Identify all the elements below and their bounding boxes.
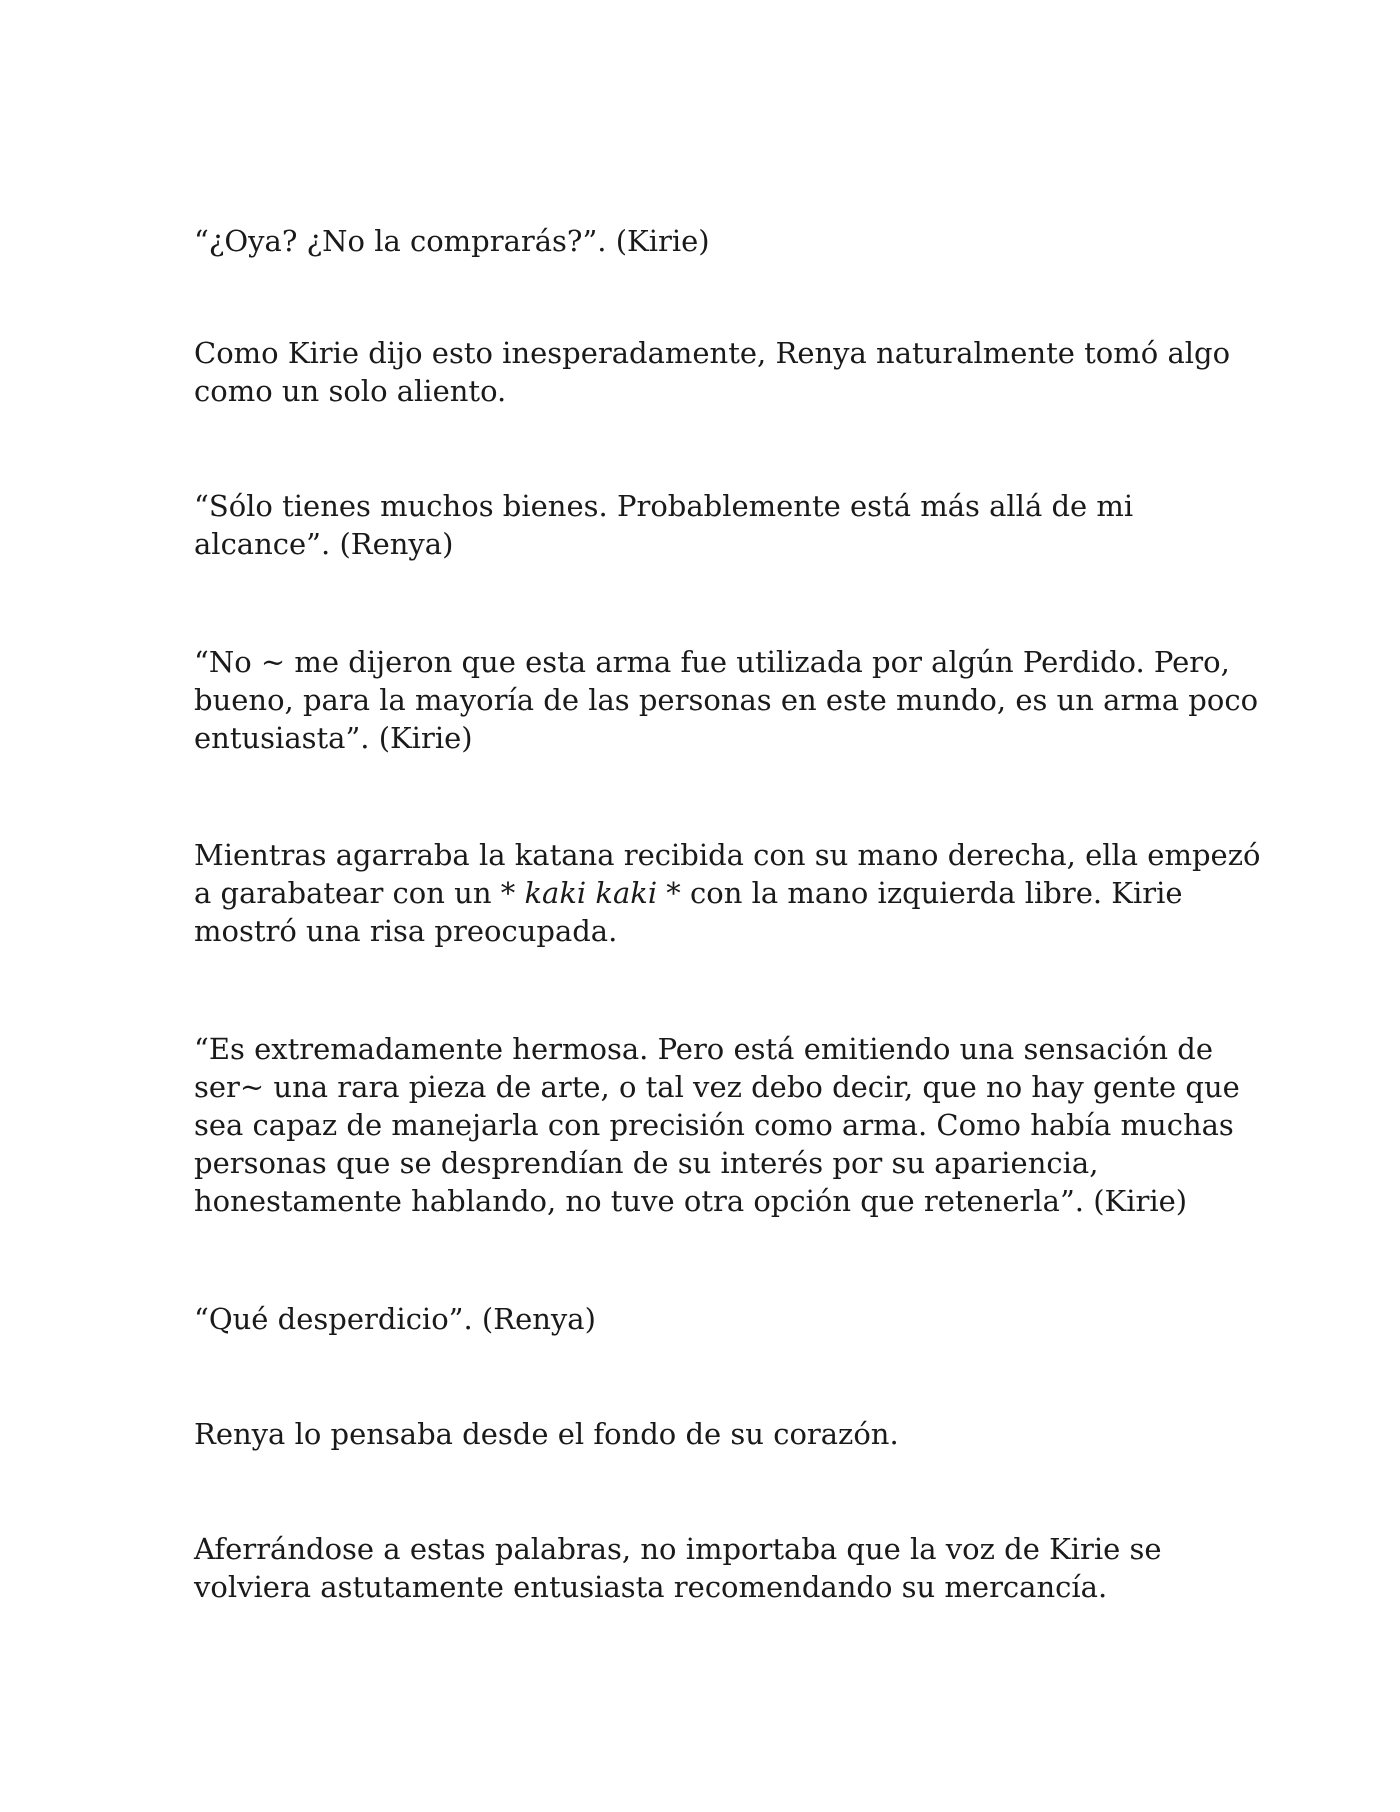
text-line: personas que se desprendían de su interés por su apariencia, [194,1146,1099,1180]
text-line: alcance”. (Renya) [194,527,454,561]
paragraph-5 [194,836,1261,950]
text-line: sea capaz de manejarla con precisión como arma. Como había muchas [194,1108,1234,1142]
text-line: entusiasta”. (Kirie) [194,721,473,755]
text-line: volviera astutamente entusiasta recomendando su mercancía. [194,1570,1108,1604]
text-line: “¿Oya? ¿No la comprarás?”. (Kirie) [194,224,710,258]
text-line: Aferrándose a estas palabras, no importaba que la voz de Kirie se [194,1532,1162,1566]
paragraph-2 [194,334,1231,410]
text-line: honestamente hablando, no tuve otra opción que retenerla”. (Kirie) [194,1184,1188,1218]
paragraph-6 [194,1030,1240,1220]
paragraph-9 [194,1530,1214,1606]
text-line: “Es extremadamente hermosa. Pero está emitiendo una sensación de [194,1032,1213,1066]
text-line: Renya lo pensaba desde el fondo de su corazón. [194,1417,899,1451]
text-line: Como Kirie dijo esto inesperadamente, Renya naturalmente tomó algo [194,336,1231,370]
text-line: ser~ una rara pieza de arte, o tal vez debo decir, que no hay gente que [194,1070,1240,1104]
text-line: “No ~ me dijeron que esta arma fue utilizada por algún Perdido. Pero, [194,645,1230,679]
text-line: bueno, para la mayoría de las personas en este mundo, es un arma poco [194,683,1259,717]
text-line: como un solo aliento. [194,374,507,408]
paragraph-3 [194,487,1214,563]
text-line-mixed [194,874,1214,912]
italic-onomatopoeia: kaki kaki [524,876,658,910]
paragraph-1 [194,222,1214,260]
text-line: “Qué desperdicio”. (Renya) [194,1302,596,1336]
paragraph-7 [194,1300,1214,1338]
text-segment: a garabatear con un * [194,876,525,910]
text-segment: * con la mano izquierda libre. Kirie [657,876,1183,910]
text-line: mostró una risa preocupada. [194,914,618,948]
paragraph-8 [194,1415,1214,1453]
text-line: Mientras agarraba la katana recibida con su mano derecha, ella empezó [194,838,1261,872]
text-line: “Sólo tienes muchos bienes. Probablemente está más allá de mi [194,489,1134,523]
paragraph-4 [194,643,1259,757]
